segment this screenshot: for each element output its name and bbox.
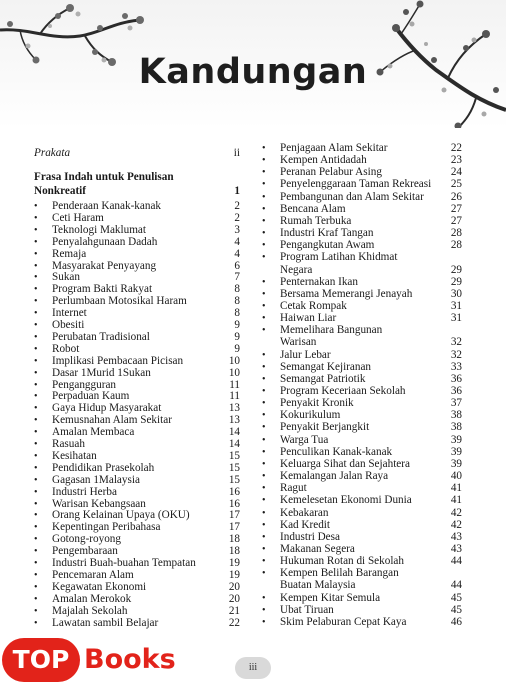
entry-page-number: 41 — [450, 482, 462, 495]
contents-entry — [262, 227, 462, 240]
entry-page-number: 19 — [228, 557, 240, 569]
contents-entry — [262, 482, 462, 495]
entry-title: Pengangkutan Awam — [280, 239, 375, 252]
entry-page-number: 25 — [450, 178, 462, 191]
entry-page-number: 20 — [228, 580, 240, 593]
entry-title: Warga Tua — [280, 433, 329, 446]
entry-page-number: 15 — [228, 449, 240, 462]
entry-page-number: 1 — [234, 185, 240, 197]
entry-page-number: 23 — [450, 154, 462, 167]
entry-page-number: 22 — [450, 142, 462, 154]
entry-page-number: 3 — [234, 223, 240, 236]
entry-page-number: 19 — [228, 568, 240, 581]
entry-title: Bencana Alam — [280, 202, 346, 215]
contents-entry — [262, 579, 462, 592]
entry-page-number: 17 — [228, 509, 240, 522]
contents-entry — [262, 385, 462, 398]
entry-page-number: 11 — [229, 390, 240, 403]
entry-title: Penjagaan Alam Sekitar — [280, 142, 388, 154]
topbooks-logo — [2, 634, 182, 686]
entry-page-number: ii — [233, 147, 240, 159]
logo-books-text: Books — [84, 644, 176, 675]
entry-page-number: 36 — [450, 385, 462, 397]
entry-title: Memelihara Bangunan — [280, 324, 383, 337]
entry-title: Prakata — [34, 147, 71, 159]
entry-page-number: 4 — [234, 235, 240, 248]
contents-entry — [262, 142, 462, 155]
entry-title: Majalah Sekolah — [52, 604, 128, 617]
entry-page-number: 16 — [228, 497, 240, 510]
contents-entry — [262, 555, 462, 568]
entry-title: Kad Kredit — [280, 518, 331, 531]
entry-page-number: 8 — [234, 295, 240, 308]
entry-title: Kokurikulum — [280, 409, 341, 422]
entry-title: Kemelesetan Ekonomi Dunia — [280, 494, 412, 507]
entry-page-number: 14 — [228, 426, 240, 439]
contents-entry — [262, 251, 462, 264]
entry-page-number: 27 — [450, 202, 462, 215]
contents-entry — [262, 178, 462, 191]
entry-title: Rasuah — [52, 438, 85, 450]
bullet-icon — [262, 616, 270, 629]
contents-entry — [262, 264, 462, 277]
entry-page-number: 18 — [228, 533, 240, 546]
entry-title: Penyakit Berjangkit — [280, 421, 370, 434]
entry-page-number: 28 — [450, 239, 462, 252]
entry-title: Industri Kraf Tangan — [280, 227, 374, 240]
entry-title: Kemalangan Jalan Raya — [280, 470, 389, 483]
entry-title: Penderaan Kanak-kanak — [52, 200, 162, 212]
entry-page-number: 38 — [450, 409, 462, 422]
entry-page-number: 26 — [450, 190, 462, 203]
entry-title: Kempen Antidadah — [280, 154, 367, 167]
entry-page-number: 31 — [450, 299, 462, 312]
entry-title: Hukuman Rotan di Sekolah — [280, 555, 404, 568]
entry-page-number: 36 — [450, 372, 462, 385]
entry-title: Kempen Belilah Barangan — [280, 567, 399, 580]
entry-title: Haiwan Liar — [280, 312, 337, 325]
entry-page-number: 15 — [228, 461, 240, 474]
entry-title: Pembangunan dan Alam Sekitar — [280, 190, 424, 203]
entry-page-number: 33 — [450, 360, 462, 373]
entry-page-number: 14 — [228, 438, 240, 450]
entry-page-number: 32 — [450, 348, 462, 361]
entry-page-number: 22 — [228, 616, 240, 629]
contents-entry — [262, 434, 462, 447]
entry-page-number: 21 — [228, 604, 240, 617]
entry-title: Kempen Kitar Semula — [280, 591, 381, 604]
entry-page-number: 27 — [450, 214, 462, 227]
entry-page-number: 32 — [450, 336, 462, 349]
entry-title: Frasa Indah untuk Penulisan — [34, 171, 174, 183]
entry-page-number: 6 — [234, 259, 240, 272]
entry-title: Remaja — [52, 247, 87, 260]
entry-page-number: 31 — [450, 312, 462, 325]
contents-entry — [262, 604, 462, 617]
contents-entry — [262, 203, 462, 216]
contents-entry — [34, 185, 240, 198]
entry-page-number: 30 — [450, 287, 462, 300]
entry-page-number: 39 — [450, 445, 462, 458]
entry-page-number: 7 — [234, 271, 240, 284]
entry-title: Perlumbaan Motosikal Haram — [52, 295, 187, 308]
contents-entry — [262, 288, 462, 301]
contents-entry — [262, 324, 462, 337]
entry-title: Warisan Kebangsaan — [52, 497, 146, 510]
entry-title: Amalan Merokok — [52, 592, 132, 605]
contents-entry — [262, 276, 462, 289]
entry-page-number: 40 — [450, 470, 462, 483]
entry-page-number: 11 — [229, 378, 240, 391]
entry-title: Industri Herba — [52, 485, 117, 498]
entry-page-number: 37 — [450, 397, 462, 410]
entry-page-number: 20 — [228, 592, 240, 605]
contents-entry — [262, 300, 462, 313]
entry-title: Gaya Hidup Masyarakat — [52, 402, 162, 415]
entry-page-number: 28 — [450, 227, 462, 240]
entry-title: Rumah Terbuka — [280, 214, 352, 227]
contents-entry — [34, 147, 240, 160]
entry-title: Buatan Malaysia — [280, 579, 356, 592]
entry-page-number: 29 — [450, 275, 462, 288]
entry-title: Dasar 1Murid 1Sukan — [52, 366, 151, 379]
entry-title: Penculikan Kanak-kanak — [280, 445, 393, 458]
entry-page-number: 9 — [234, 319, 240, 331]
entry-page-number: 44 — [450, 555, 462, 568]
bullet-icon — [34, 617, 42, 630]
contents-entry — [262, 215, 462, 228]
contents-entry — [262, 349, 462, 362]
entry-page-number: 42 — [450, 506, 462, 519]
entry-page-number: 43 — [450, 542, 462, 555]
entry-page-number: 46 — [450, 615, 462, 628]
contents-entry — [262, 507, 462, 520]
entry-page-number: 44 — [450, 579, 462, 592]
entry-title: Industri Desa — [280, 530, 340, 543]
contents-entry — [262, 494, 462, 507]
entry-title: Bersama Memerangi Jenayah — [280, 287, 413, 300]
entry-title: Ceti Haram — [52, 211, 104, 224]
entry-title: Kesihatan — [52, 449, 97, 462]
logo-top-badge: TOP — [2, 638, 80, 682]
entry-title: Warisan — [280, 336, 317, 349]
entry-title: Teknologi Maklumat — [52, 223, 146, 236]
entry-title: Lawatan sambil Belajar — [52, 616, 159, 629]
entry-page-number: 39 — [450, 457, 462, 470]
entry-title: Ubat Tiruan — [280, 603, 334, 616]
entry-title: Program Latihan Khidmat — [280, 251, 398, 264]
contents-entry — [262, 531, 462, 544]
entry-page-number: 41 — [450, 494, 462, 507]
contents-entry — [262, 616, 462, 629]
entry-title: Orang Kelainan Upaya (OKU) — [52, 509, 190, 522]
header-banner — [0, 0, 506, 128]
contents-entry — [262, 336, 462, 349]
entry-title: Obesiti — [52, 319, 85, 331]
entry-page-number: 10 — [228, 354, 240, 367]
contents-entry — [262, 239, 462, 252]
entry-title: Pengembaraan — [52, 545, 118, 558]
entry-title: Perpaduan Kaum — [52, 390, 130, 403]
contents-entry — [262, 361, 462, 374]
entry-title: Perubatan Tradisional — [52, 330, 150, 343]
entry-title: Kegawatan Ekonomi — [52, 580, 147, 593]
contents-entry — [262, 470, 462, 483]
entry-title: Penyalahgunaan Dadah — [52, 235, 158, 248]
entry-title: Ragut — [280, 482, 307, 495]
entry-page-number: 24 — [450, 166, 462, 179]
entry-title: Program Keceriaan Sekolah — [280, 385, 406, 397]
contents-entry — [262, 567, 462, 580]
entry-page-number: 13 — [228, 402, 240, 415]
entry-title: Skim Pelaburan Cepat Kaya — [280, 615, 407, 628]
entry-page-number: 39 — [450, 433, 462, 446]
entry-page-number: 17 — [228, 521, 240, 534]
entry-title: Keluarga Sihat dan Sejahtera — [280, 457, 410, 470]
entry-page-number: 13 — [228, 414, 240, 427]
entry-title: Kebakaran — [280, 506, 329, 519]
contents-entry — [262, 458, 462, 471]
contents-entry — [262, 373, 462, 386]
entry-title: Pencemaran Alam — [52, 568, 134, 581]
entry-page-number: 10 — [228, 366, 240, 379]
entry-title: Cetak Rompak — [280, 299, 347, 312]
contents-entry — [262, 519, 462, 532]
entry-title: Industri Buah-buahan Tempatan — [52, 557, 196, 569]
contents-entry — [262, 154, 462, 167]
entry-title: Implikasi Pembacaan Picisan — [52, 354, 184, 367]
entry-title: Penyakit Kronik — [280, 397, 354, 410]
contents-entry — [262, 166, 462, 179]
entry-page-number: 8 — [234, 283, 240, 296]
contents-entry — [262, 446, 462, 459]
entry-title: Masyarakat Penyayang — [52, 259, 157, 272]
contents-entry — [34, 617, 240, 630]
entry-page-number: 16 — [228, 485, 240, 498]
entry-title: Negara — [280, 263, 313, 276]
entry-page-number: 4 — [234, 247, 240, 260]
page-number-badge: iii — [235, 657, 271, 679]
entry-title: Amalan Membaca — [52, 426, 135, 439]
entry-title: Gotong-royong — [52, 533, 121, 546]
entry-page-number: 2 — [234, 211, 240, 224]
contents-entry — [262, 397, 462, 410]
entry-title: Penternakan Ikan — [280, 275, 358, 288]
entry-page-number: 2 — [234, 200, 240, 212]
entry-page-number: 42 — [450, 518, 462, 531]
entry-title: Nonkreatif — [34, 185, 86, 197]
entry-title: Peranan Pelabur Asing — [280, 166, 382, 179]
contents-entry — [262, 421, 462, 434]
contents-entry — [34, 171, 240, 184]
entry-title: Pendidikan Prasekolah — [52, 461, 155, 474]
entry-title: Robot — [52, 342, 80, 355]
entry-title: Semangat Kejiranan — [280, 360, 372, 373]
entry-title: Makanan Segera — [280, 542, 355, 555]
entry-page-number: 45 — [450, 603, 462, 616]
entry-page-number: 43 — [450, 530, 462, 543]
entry-page-number: 38 — [450, 421, 462, 434]
contents-entry — [262, 409, 462, 422]
entry-title: Kepentingan Peribahasa — [52, 521, 161, 534]
entry-title: Internet — [52, 307, 87, 320]
entry-page-number: 9 — [234, 330, 240, 343]
entry-page-number: 8 — [234, 307, 240, 320]
entry-page-number: 9 — [234, 342, 240, 355]
page-title: Kandungan — [138, 52, 368, 92]
entry-title: Jalur Lebar — [280, 348, 331, 361]
entry-title: Gagasan 1Malaysia — [52, 473, 140, 486]
entry-title: Semangat Patriotik — [280, 372, 366, 385]
entry-page-number: 15 — [228, 473, 240, 486]
entry-title: Sukan — [52, 271, 80, 284]
contents-entry — [262, 592, 462, 605]
entry-title: Penyelenggaraan Taman Rekreasi — [280, 178, 432, 191]
contents-entry — [262, 191, 462, 204]
entry-page-number: 18 — [228, 545, 240, 558]
entry-page-number: 45 — [450, 591, 462, 604]
entry-title: Program Bakti Rakyat — [52, 283, 153, 296]
entry-title: Pengangguran — [52, 378, 117, 391]
entry-page-number: 29 — [450, 263, 462, 276]
contents-entry — [262, 312, 462, 325]
entry-title: Kemusnahan Alam Sekitar — [52, 414, 172, 427]
contents-entry — [262, 543, 462, 556]
